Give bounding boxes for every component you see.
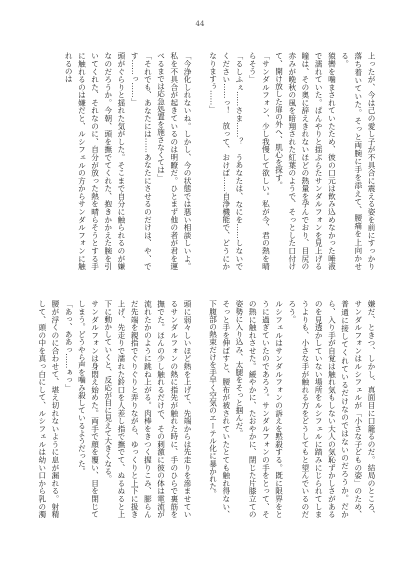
paragraph: サンダルフォンは身悶え始めた。両手で顔を覆い、目を閉じてしまう。どうやら声を噛み殺しているようだった。 (77, 300, 100, 518)
dialogue: 「それでも、あなたには……あなたにさせるのだけは、や、です……っ……」 (130, 52, 153, 270)
paragraph: 上ったが、今は己の愛し子が不具合に震える姿を前にすっかり落ち着いていた。そっと両腕に手を添えて、腰痛を上向かせる。 (340, 52, 376, 270)
paragraph: 頭がぐらりと揺れた気がした。そこまで自分に触られるのが嫌なのだろうか。今朝、頭を撫でてくれた、抱きかかえた腕を引いてくれた、それなのに、自分が放った熱を晴らそうとする手に触れるのは嫌だと、ルシフェルの方からサンダルフォンに触れるのは (64, 52, 126, 270)
dialogue: 「るしふぇ……さま……？ うあなたは、なにを……しないでください……っ！ 放って、おけば……自浄機能で、どうにかなりますぅ……」 (208, 52, 244, 270)
dialogue: 「今浄化しれないね。しかし、今の状態では悪い相談しいよ。私を不具合が起きているのは明瞭だ。ひとまず他の者が君を運べるまでは応急処置を施さなくては」 (156, 52, 192, 270)
paragraph: 嫌だ、ときつ、しかし、真面目に口籠るのだ。結局のところ、サンダルフォンはルシフェルが「小さな子どもの姿」のため、普通に接してくれているだけなのではないのだろうか。だから、入り手が自覚は触れ気もしない大人の気恥ずかしさがあるのを見透かしていない場所をルシフェルに踏みにじられてしまうよりも、小さな手が触れる方をどうしてもと望んでいるのだろう。 (287, 300, 376, 518)
page-number: 44 (195, 20, 205, 28)
paragraph: 猿轡を噛まされていたため、彼の口元は飲み込めなかった唾液で濡れていた。ぱんやりと揺ぶらたサンダルフォンを見上げる瞳は、その奥に辞えきれないほどの熱量を孕んでおり、目尻の赤みが晩秋の風を暗翔された紅葉のようで、そっとした口付けて、開け放した扉の外へ、肌心を探す。 (274, 52, 337, 270)
dialogue: 「サンダルフォン、少し我慢して欲しい。私が今、君の熱を晴らそう」 (248, 52, 271, 270)
text-block-lower-right (206, 300, 378, 518)
paragraph: ルシフェルはサンダルフォンの訴えを黙殺する。既に限界をとうに過ぎていたのであろう。サンダルフォンの手をとって、その熱に触れさせた。緩やかに、たおやかに、閉じた片膝立ての姿勢に入り込み、太腿をそっと掴んだ。 (234, 300, 284, 518)
text-block-upper-right (206, 52, 378, 270)
paragraph: 腰が浮くのに合わせて、堪え切れないように息が漏れる。射精して、頭の中を真っ白にして、ルシフェルは幼い口から乳の濁 (38, 300, 60, 518)
text-block-lower-left (38, 300, 194, 518)
dialogue: 「あっ、ああっ……ぁっ」 (64, 300, 74, 392)
paragraph: そっと手を伸ばすと、腰布が被されていたとても触れ得ない、下腹部の熱束だけを手早く空気のエーテル化に暴かれた。 (208, 300, 231, 518)
text-block-upper-left (38, 52, 194, 270)
paragraph: 頭に弱々しいほど熱を上げて、先端からは先走りを滲ませているサンダルフォンの熱に指先が触れた時に、手のひらで裏筋を撫でた。ほんの少し触れるだけで、その刺激に彼の体は電流が流れたかのように跳ね上がる。肉棒をきつく握りこみ、膨らんだ先端を親指でぐりぐりと弄りながら、ゆっくりと上下に扱き上げ、先走りで濡れた鈴口を人差し指で撫でて、ぬるぬると上下に動かしていくと、反応が目に見えて大きくなる。 (103, 300, 192, 518)
